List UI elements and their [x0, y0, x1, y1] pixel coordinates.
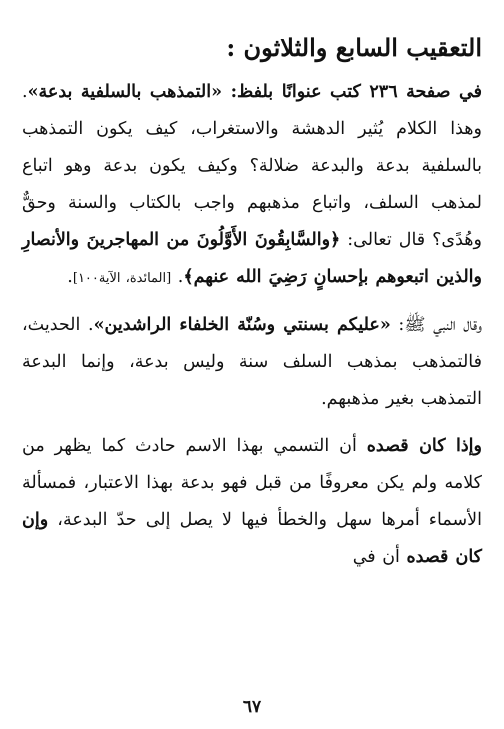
para1-body: . وهذا الكلام يُثير الدهشة والاستغراب، كيف يكون التمذهب بالسلفية بدعة والبدعة ضلالة؟ وكيف يكون بدعة وهو اتباع لمذهب السلف، واتباع مذهبهم واجب بالكتاب والسنة وحقٌّ وهُدًى؟ قال تعالى:: [22, 82, 482, 250]
quran-verse: ﴿والسَّابِقُونَ الأَوَّلُونَ من المهاجرينَ والأنصارِ والذين اتبعوهم بإحسانٍ رَضِيَ الله عنهم﴾: [22, 230, 482, 287]
para2-body: . الحديث، فالتمذهب بمذهب السلف سنة وليس بدعة، وإنما البدعة التمذهب بغير مذهبهم.: [22, 315, 482, 409]
para1-lead: في صفحة ٢٣٦ كتب عنوانًا بلفظ: «التمذهب بالسلفية بدعة»: [27, 82, 483, 102]
para3-body: أن التسمي بهذا الاسم حادث كما يظهر من كلامه ولم يكن معروفًا من قبل فهو بدعة بهذا الاعتبار، فمسألة الأسماء أمرها سهل والخطأ فيها لا يصل إلى حدّ البدعة،: [22, 436, 482, 530]
page-number: ٦٧: [242, 697, 262, 717]
book-page: [22, 28, 482, 718]
verse-reference: [المائدة، الآية١٠٠]: [72, 271, 172, 286]
paragraph-3: [22, 428, 482, 576]
paragraph-1: [22, 74, 482, 297]
para3-lead: وإذا كان قصده: [366, 436, 482, 456]
para2-lead: وقال النبي ﷺ:: [390, 315, 482, 335]
para3-condition: وإن كان قصده: [22, 510, 482, 567]
paragraph-gap: [22, 297, 482, 307]
hadith-quote: «عليكم بسنتي وسُنّة الخلفاء الراشدين»: [93, 315, 391, 335]
para1-end: .: [67, 267, 73, 287]
para3-tail: أن في: [352, 547, 407, 567]
section-title: التعقيب السابع والثلاثون :: [226, 33, 482, 62]
paragraph-2: [22, 307, 482, 418]
para1-sep: .: [171, 267, 184, 287]
paragraph-gap: [22, 418, 482, 428]
